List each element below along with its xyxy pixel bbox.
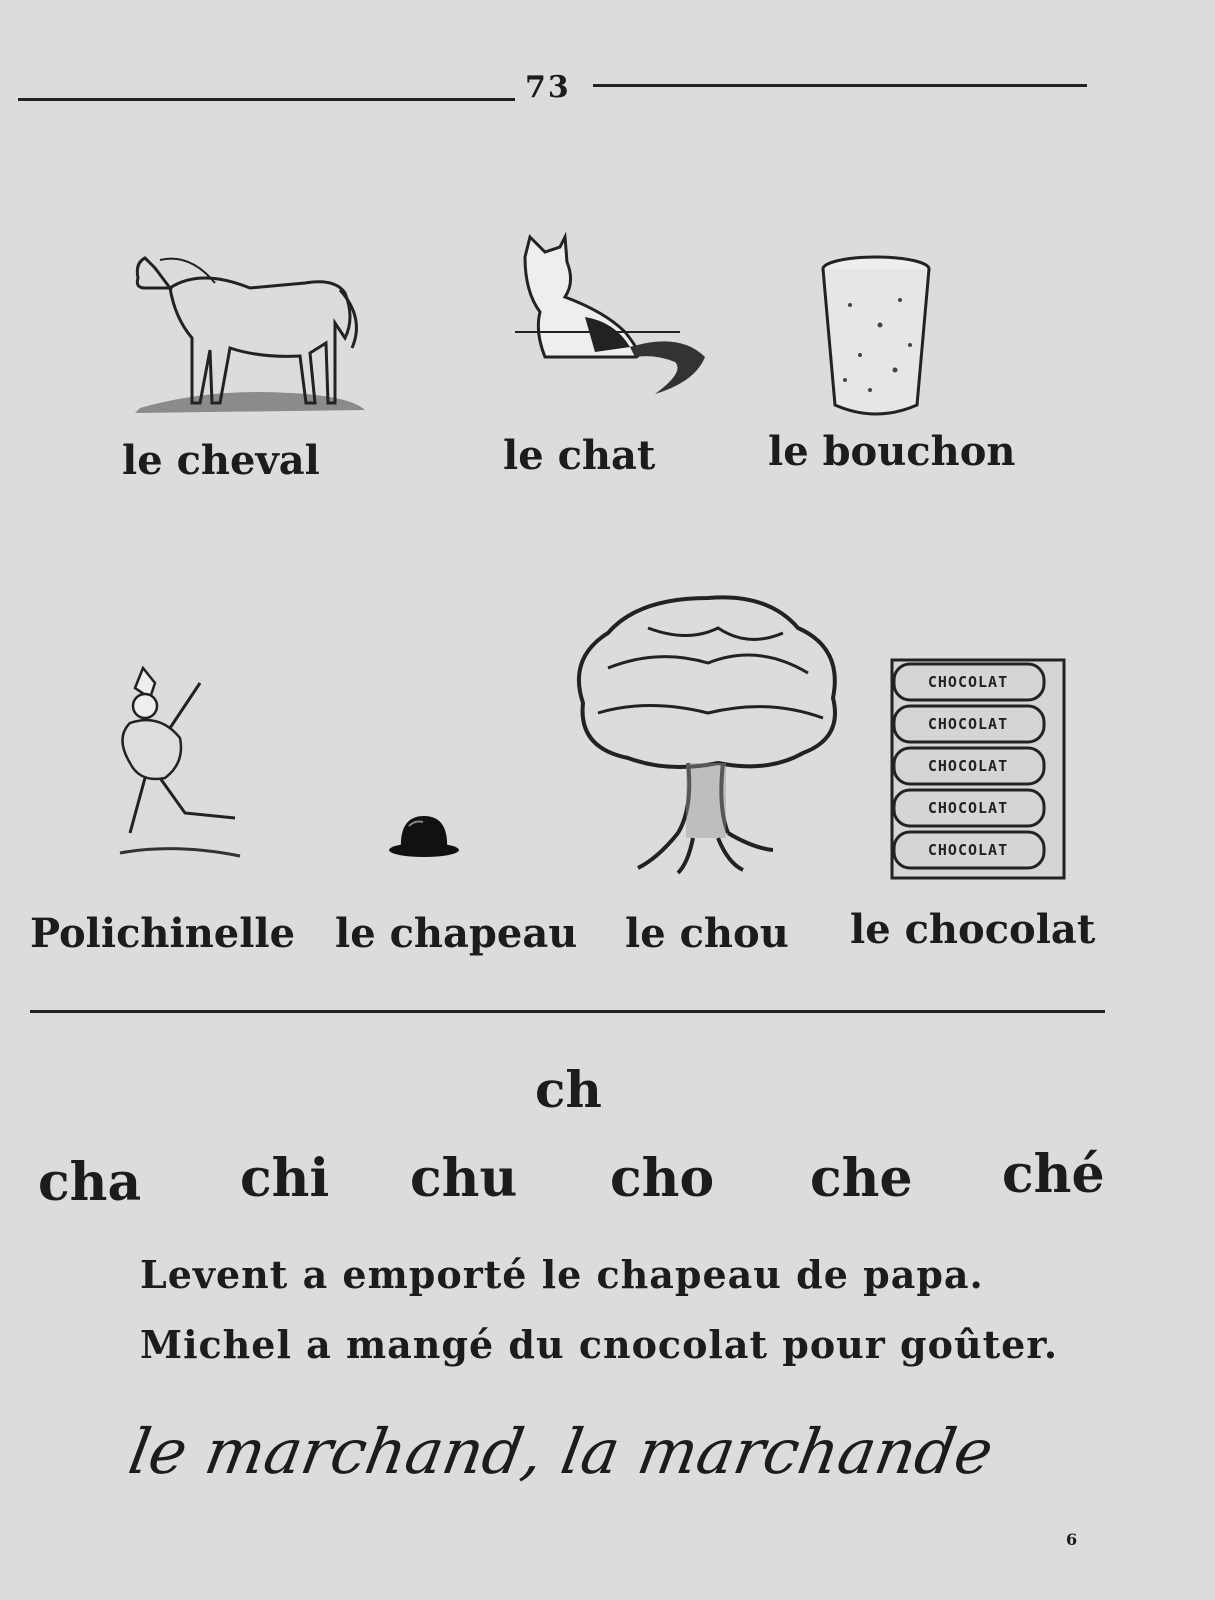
header-rule-left [18,98,515,101]
hat-icon [387,814,462,859]
sentence-2: Michel a mangé du cnocolat pour goûter. [140,1322,1059,1367]
syllable-che-accent: ché [1002,1144,1105,1205]
label-chou: le chou [625,910,789,957]
chocolate-wrapper-text-5: CHOCOLAT [927,841,1009,859]
chocolate-bar-icon [888,660,1068,880]
chocolate-wrapper-text-1: CHOCOLAT [927,673,1009,691]
label-cheval: le cheval [122,437,320,484]
syllable-cha: cha [38,1152,142,1213]
cork-icon [820,255,935,420]
syllable-chi: chi [240,1148,330,1209]
label-chapeau: le chapeau [335,910,578,957]
label-chocolat: le chocolat [850,906,1096,953]
horse-icon [130,228,370,428]
folio-number: 6 [1066,1530,1078,1549]
syllable-chu: chu [410,1148,518,1209]
lesson-letter: ch [535,1060,602,1119]
label-chat: le chat [503,432,656,479]
header-rule-right [593,84,1087,87]
polichinelle-icon [105,668,250,868]
page-number: 73 [525,70,571,105]
chocolate-wrapper-text-2: CHOCOLAT [927,715,1009,733]
sentence-1: Levent a emporté le chapeau de papa. [140,1252,984,1297]
chocolate-wrapper-text-3: CHOCOLAT [927,757,1009,775]
cabbage-icon [568,588,848,878]
chocolate-wrapper-text-4: CHOCOLAT [927,799,1009,817]
script-line: le marchand, la marchande [123,1415,999,1488]
cat-icon [505,232,720,402]
syllable-che: che [810,1148,913,1209]
label-polichinelle: Polichinelle [30,910,296,957]
section-divider [30,1010,1105,1013]
label-bouchon: le bouchon [768,428,1016,475]
syllable-cho: cho [610,1148,715,1209]
